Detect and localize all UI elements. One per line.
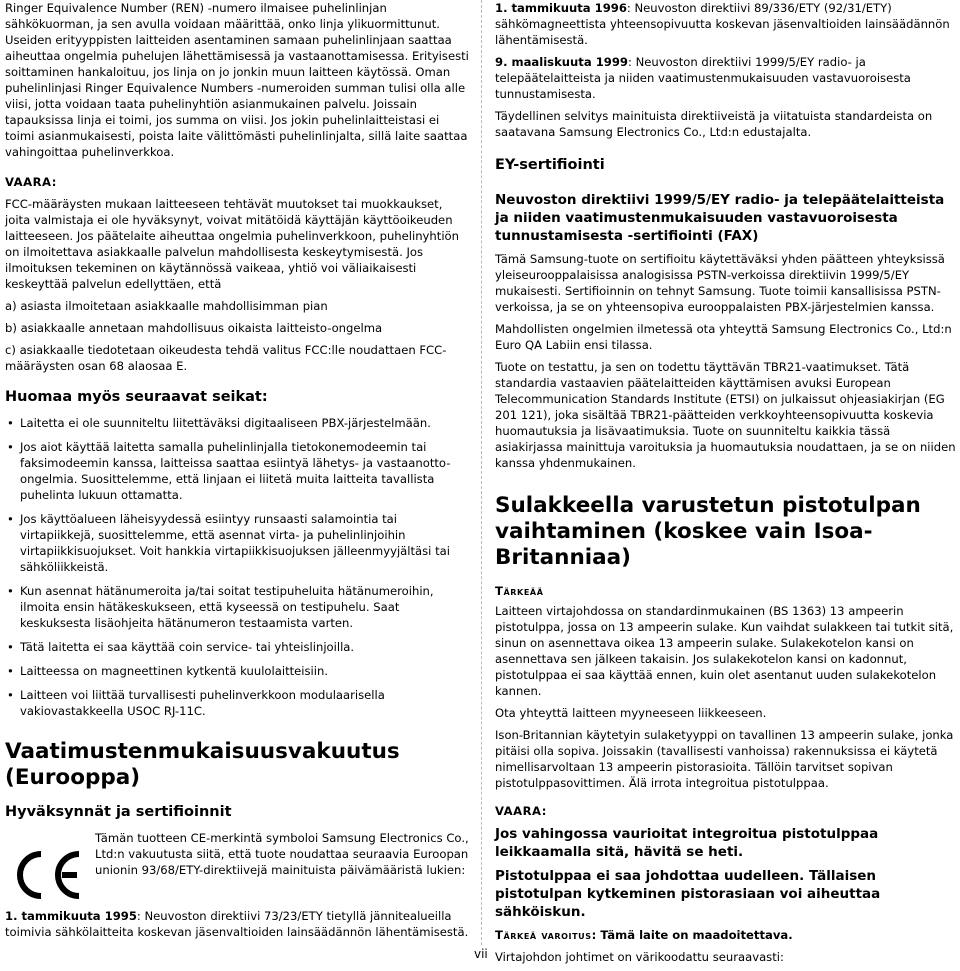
plug-paragraph: Laitteen virtajohdossa on standardinmukainen (BS 1363) 13 ampeerin pistotulppa, jossa on 13 ampeerin sulake. Kun vaihdat sulakkeen tai tutkit sitä, sinun on asennettava oikea 13 ampeerin sulake. Sulakekotelon kansi on asennettava sen jälkeen takaisin. Jos sulakekotelon kansi on kadonnut, pistotulppaa ei saa käyttää ennen, kuin olet asentanut uuden sulakekotelon kannen. xyxy=(495,604,954,698)
list-item: • Laitteessa on magneettinen kytkentä kuulolaitteisiin. xyxy=(5,663,469,679)
ground-text: : Tämä laite on maadoitettava. xyxy=(591,928,793,942)
list-item: • Tätä laitetta ei saa käyttää coin service- tai yhteislinjoilla. xyxy=(5,639,469,655)
ce-block xyxy=(5,830,469,902)
wires-text: Virtajohdon johtimet on värikoodattu seuraavasti: xyxy=(495,950,784,964)
date1-label: 1. tammikuuta 1995 xyxy=(5,909,137,923)
list-item: • Jos käyttöalueen läheisyydessä esiintyy runsaasti salamointia tai virtapiikkejä, suosittelemme, että asennat virta- ja puhelinlinjoihin virtapiikkisuojukset. Voit hankkia virtapiikkisuojuksen jälleenmyyjältäsi tai sähköliikkeistä. xyxy=(5,511,469,575)
notice-list xyxy=(5,415,469,719)
warning-bold-2: Pistotulppaa ei saa johdottaa uudelleen. Tällaisen pistotulpan kytkeminen pistorasiaan voi aiheuttaa sähköiskun. xyxy=(495,868,881,920)
important-label: Tärkeää xyxy=(495,584,544,598)
date2-label: 1. tammikuuta 1996 xyxy=(495,1,627,15)
notice-heading: Huomaa myös seuraavat seikat: xyxy=(5,389,268,405)
date1-entry xyxy=(5,908,469,940)
date3-label: 9. maaliskuuta 1999 xyxy=(495,55,628,69)
warning-bold-1: Jos vahingossa vaurioitat integroitua pistotulppaa leikkaamalla sitä, hävitä se heti. xyxy=(495,826,879,860)
page-number: vii xyxy=(474,947,488,961)
date2-text: : Neuvoston direktiivi 89/336/ETY (92/31/ETY) sähkömagneettista yhteensopivuutta koskevan jäsenvaltioiden lainsäädännön lähentämisestä. xyxy=(495,1,950,47)
right-column xyxy=(495,0,957,971)
ground-label: Tärkeä varoitus xyxy=(495,928,592,942)
left-column xyxy=(5,0,469,946)
warning-paragraph: FCC-määräysten mukaan laitteeseen tehtävät muutokset tai muokkaukset, joita valmistaja ei ole hyväksynyt, voivat mitätöidä käyttäjän käyttöoikeuden laitteeseen. Jos päätelaite aiheuttaa ongelmia puhelinverkkoon, puhelinyhtiön on ilmoitettava asiakkaalle palvelun mahdollisesta keskeytymisestä. Jos ilmoituksen tekeminen on käytännössä vaikeaa, yhtiö voi väliaikaisesti keskeyttää palvelun edellyttäen, että xyxy=(5,197,459,291)
option-c: c) asiakkaalle tiedotetaan oikeudesta tehdä valitus FCC:lle noudattaen FCC-määräysten osan 68 alaosaa E. xyxy=(5,343,447,373)
approvals-heading: Hyväksynnät ja sertifioinnit xyxy=(5,804,232,820)
list-item: • Laitetta ei ole suunniteltu liitettäväksi digitaaliseen PBX-järjestelmään. xyxy=(5,415,469,431)
cert-paragraph: Tämä Samsung-tuote on sertifioitu käytettäväksi yhden päätteen yhteyksissä yleiseurooppalaisissa analogisissa PSTN-verkoissa direktiivin 1999/5/EY mukaisesti. Sertifioinnin on tehnyt Samsung. Tuote toimii kansallisissa PSTN-verkoissa, ja se on yhteensopiva eurooppalaisten PBX-järjestelmien kanssa. xyxy=(495,252,945,314)
option-b: b) asiakkaalle annetaan mahdollisuus oikaista laitteisto-ongelma xyxy=(5,321,383,335)
date3-text: : Neuvoston direktiivi 1999/5/EY radio- ja telepäätelaitteista ja niiden vaatimustenmukaisuuden vastavuoroisesta tunnustamisesta. xyxy=(495,55,911,101)
column-divider xyxy=(481,0,482,945)
warning-label: VAARA: xyxy=(495,804,547,818)
date3-entry xyxy=(495,54,957,102)
plug-heading: Sulakkeella varustetun pistotulpan vaihtaminen (koskee vain Isoa-Britanniaa) xyxy=(495,493,921,570)
list-item: • Laitteen voi liittää turvallisesti puhelinverkkoon modulaarisella vakiovastakkeella USOC RJ-11C. xyxy=(5,687,469,719)
ce-text: Tämän tuotteen CE-merkintä symboloi Samsung Electronics Co., Ltd:n vakuutusta siitä, että tuote noudattaa seuraavia Euroopan unionin 93/68/ETY-direktiivejä mainituista päivämääristä lukien: xyxy=(95,831,469,877)
section-heading: Vaatimustenmukaisuusvakuutus (Eurooppa) xyxy=(5,739,400,790)
directive-heading: Neuvoston direktiivi 1999/5/EY radio- ja telepäätelaitteista ja niiden vaatimustenmukaisuuden vastavuoroisesta tunnustamisesta -sertifiointi (FAX) xyxy=(495,192,945,244)
intro-paragraph: Ringer Equivalence Number (REN) -numero ilmaisee puhelinlinjan sähkökuorman, ja sen avulla voidaan määrittää, onko linja ylikuormittunut. Useiden erityyppisten laitteiden asentaminen samaan puhelinlinjaan saattaa aiheuttaa ongelmia puhelujen lähettämisessä ja vastaanottamisessa. Erityisesti soittaminen hankaloituu, jos linja on jo jonkin muun laitteen käytössä. Oman puhelinlinjasi Ringer Equivalence Numbers -numeroiden summan tulisi olla alle viisi, jotta voidaan taata puhelinyhtiön asianmukainen palvelu. Joissain tapauksissa linja ei toimi, jos summa on viisi. Jos jokin puhelinlaitteistasi ei toimi asianmukaisesti, poista laite välittömästi puhelinlinjalta, sillä laite saattaa vahingoittaa puhelinverkkoa. xyxy=(5,1,469,159)
plug-paragraph: Ota yhteyttä laitteen myyneeseen liikkeeseen. xyxy=(495,706,767,720)
date2-entry xyxy=(495,0,957,48)
ground-warning xyxy=(495,927,957,943)
full-statement-text: Täydellinen selvitys mainituista direktiiveistä ja viitatuista standardeista on saatavana Samsung Electronics Co., Ltd:n edustajalta. xyxy=(495,109,933,139)
ey-heading: EY-sertifiointi xyxy=(495,157,605,173)
cert-paragraph: Tuote on testattu, ja sen on todettu täyttävän TBR21-vaatimukset. Tätä standardia vastaavien päätelaitteiden käyttämisen avuksi European Telecommunication Standards Institute (ETSI) on julkaissut ohjeasiakirjan (EG 201 121), joka sisältää TBR21-päätteiden verkkoyhteensopivuutta koskevia huomautuksia ja lisävaatimuksia. Tuote on suunniteltu kaikkia tässä asiakirjassa mainittuja varoituksia ja huomautuksia noudattaen, ja se on niiden kanssa yhdenmukainen. xyxy=(495,360,956,470)
list-item: • Jos aiot käyttää laitetta samalla puhelinlinjalla tietokonemodeemin tai faksimodeemin kanssa, laitteissa saattaa esiintyä lähetys- ja vastaanotto-ongelmia. Suosittelemme, että linjaan ei liitetä muita laitteita tavallista puhelinta lukuun ottamatta. xyxy=(5,439,469,503)
ce-mark-icon xyxy=(7,848,89,902)
cert-paragraph: Mahdollisten ongelmien ilmetessä ota yhteyttä Samsung Electronics Co., Ltd:n Euro QA Labiin ensi tilassa. xyxy=(495,322,952,352)
date1-text: : Neuvoston direktiivi 73/23/ETY tietyllä jännitealueilla toimivia sähkölaitteita koskevan jäsenvaltioiden lainsäädännön lähentämisestä. xyxy=(5,909,469,939)
plug-paragraph: Ison-Britannian käytetyin sulaketyyppi on tavallinen 13 ampeerin sulake, jonka pitäisi olla sopiva. Joissakin (tavallisesti vanhoissa) rakennuksissa ei käytetä nimellisarvoltaan 13 ampeerin pistorasioita. Tällöin tarvitset sopivan pistotulppasovittimen. Älä irrota integroitua pistotulppaa. xyxy=(495,728,954,790)
list-item: • Kun asennat hätänumeroita ja/tai soitat testipuheluita hätänumeroihin, ilmoita ensin hätäkeskukseen, että kyseessä on testipuhelu. Saat keskuksesta lisäohjeita hätänumeron testaamista varten. xyxy=(5,583,469,631)
option-a: a) asiasta ilmoitetaan asiakkaalle mahdollisimman pian xyxy=(5,299,328,313)
warning-label: VAARA: xyxy=(5,175,57,189)
